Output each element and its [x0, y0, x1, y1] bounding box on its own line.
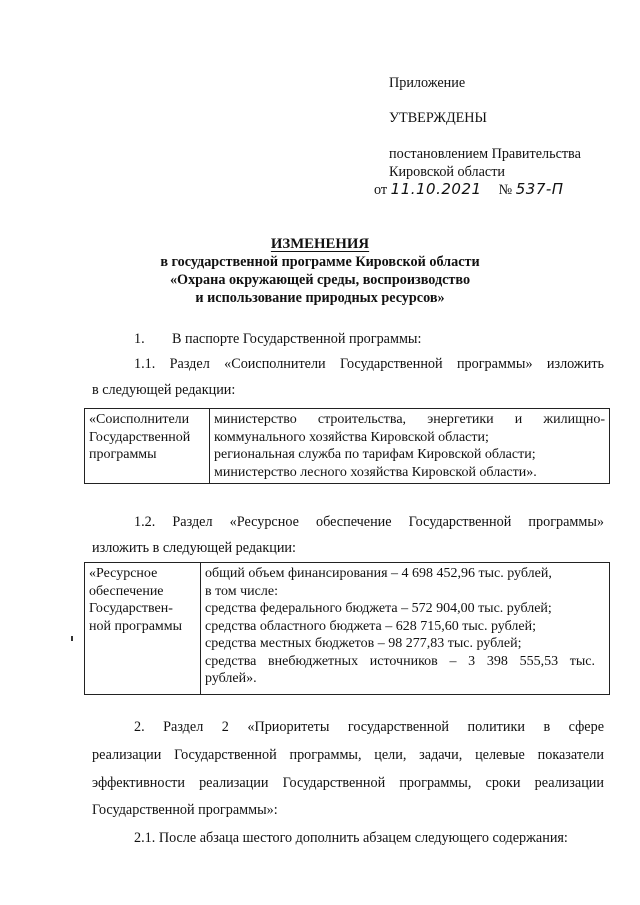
table-label-cell: «Ресурсное обеспечение Государствен- ной программы: [85, 563, 201, 695]
date-prefix: от: [374, 182, 388, 198]
table-value-cell: общий объем финансирования – 4 698 452,96 тыс. рублей, в том числе: средства федерального бюджета – 572 904,00 тыс. рублей; средства областного бюджета – 628 715,60 тыс. рублей; средства местных бюджетов – 98 277,83 тыс. рублей; средства внебюджетных источников – 3 398 555,53 тыс. рублей».: [201, 563, 610, 695]
title-line-1: в государственной программе Кировской области: [160, 254, 480, 270]
handwritten-number: 537-П: [515, 180, 564, 198]
appendix-label: Приложение: [389, 75, 466, 91]
date-line: [374, 180, 564, 199]
item-2-line-4: Государственной программы»:: [92, 802, 278, 818]
number-sign: №: [498, 182, 513, 198]
table-row: [85, 409, 610, 484]
item-1-1-line-1: 1.1. Раздел «Соисполнители Государственной программы» изложить: [134, 356, 604, 372]
item-1-number: 1.: [134, 331, 145, 347]
region-label: Кировской области: [389, 164, 505, 180]
table-row: [85, 563, 610, 695]
title-line-2: «Охрана окружающей среды, воспроизводство: [169, 272, 471, 288]
item-2-line-2: реализации Государственной программы, цели, задачи, целевые показатели: [92, 747, 604, 763]
resources-table: [84, 562, 610, 695]
item-2-line-3: эффективности реализации Государственной программы, сроки реализации: [92, 775, 604, 791]
approved-label: УТВЕРЖДЕНЫ: [389, 110, 487, 126]
table-value-cell: министерство строительства, энергетики и жилищно- коммунального хозяйства Кировской области; региональная служба по тарифам Кировской области; министерство лесного хозяйства Кировской области».: [210, 409, 610, 484]
item-2-line-1: 2. Раздел 2 «Приоритеты государственной политики в сфере: [134, 719, 604, 735]
title-line-3: и использование природных ресурсов»: [195, 290, 445, 306]
item-2-1-text: 2.1. После абзаца шестого дополнить абзацем следующего содержания:: [134, 830, 568, 846]
handwritten-date: 11.10.2021: [390, 180, 482, 198]
item-1-text: В паспорте Государственной программы:: [172, 331, 422, 347]
item-1-2-line-2: изложить в следующей редакции:: [92, 540, 296, 556]
co-executors-table: [84, 408, 610, 484]
table-label-cell: «Соисполнители Государственной программы: [85, 409, 210, 484]
item-1-2-line-1: 1.2. Раздел «Ресурсное обеспечение Государственной программы»: [134, 514, 604, 530]
scan-speck: [71, 636, 73, 641]
item-1-1-line-2: в следующей редакции:: [92, 382, 236, 398]
resolution-label: постановлением Правительства: [389, 146, 581, 162]
doc-title: ИЗМЕНЕНИЯ: [270, 236, 370, 252]
